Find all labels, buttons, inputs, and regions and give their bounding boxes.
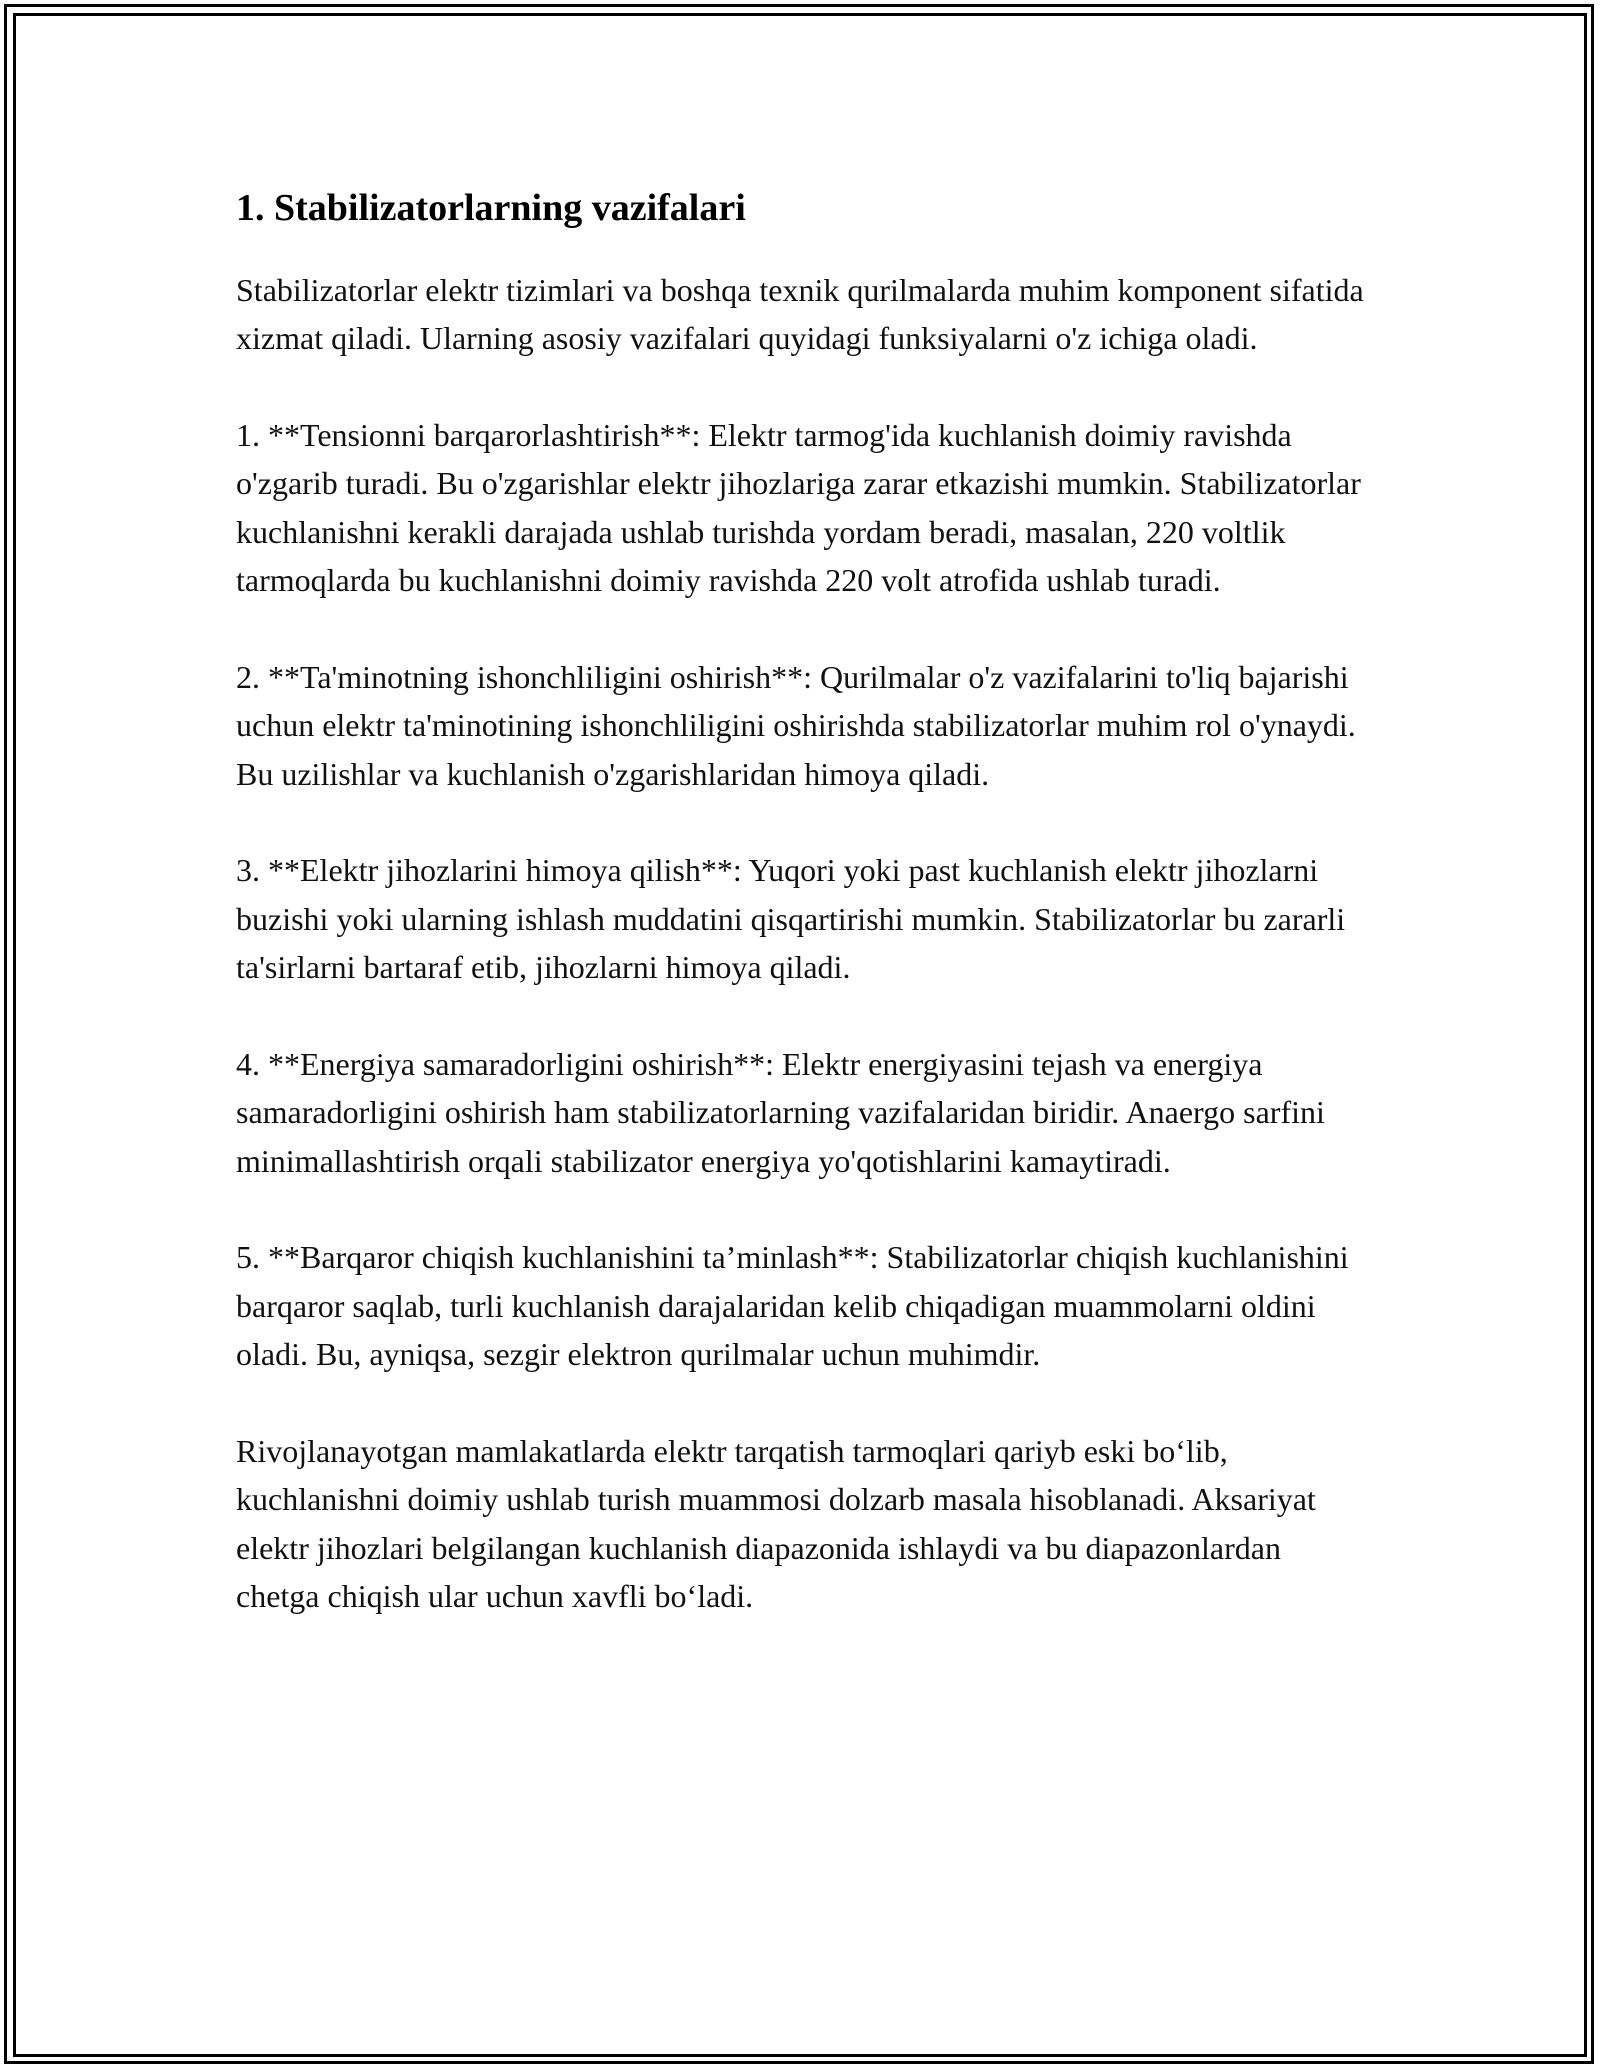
list-item-voltage-stabilization: 1. **Tensionni barqarorlashtirish**: Elektr tarmog'ida kuchlanish doimiy ravishda o'zgarib turadi. Bu o'zgarishlar elektr jihozlariga zarar etkazishi mumkin. Stabilizatorlar kuchlanishni kerakli darajada ushlab turishda yordam beradi, masalan, 220 voltlik tarmoqlarda bu kuchlanishni doimiy ravishda 220 volt atrofida ushlab turadi. — [236, 416, 1361, 599]
page-title: 1. Stabilizatorlarning vazifalari — [236, 187, 746, 229]
list-item-supply-reliability: 2. **Ta'minotning ishonchliligini oshirish**: Qurilmalar o'z vazifalarini to'liq bajarishi uchun elektr ta'minotining ishonchliligini oshirishda stabilizatorlar muhim rol o'ynaydi. Bu uzilishlar va kuchlanish o'zgarishlaridan himoya qiladi. — [236, 658, 1356, 792]
intro-paragraph: Stabilizatorlar elektr tizimlari va boshqa texnik qurilmalarda muhim komponent sifatida xizmat qiladi. Ularning asosiy vazifalari quyidagi funksiyalarni o'z ichiga oladi. — [236, 271, 1364, 357]
closing-paragraph: Rivojlanayotgan mamlakatlarda elektr tarqatish tarmoqlari qariyb eski bo‘lib, kuchlanishni doimiy ushlab turish muammosi dolzarb masala hisoblanadi. Aksariyat elektr jihozlari belgilangan kuchlanish diapazonida ishlaydi va bu diapazonlardan chetga chiqish ular uchun xavfli bo‘ladi. — [236, 1432, 1316, 1615]
list-item-energy-efficiency: 4. **Energiya samaradorligini oshirish**: Elektr energiyasini tejash va energiya samaradorligini oshirish ham stabilizatorlarning vazifalaridan biridir. Anaergo sarfini minimallashtirish orqali stabilizator energiya yo'qotishlarini kamaytiradi. — [236, 1045, 1325, 1179]
list-item-stable-output: 5. **Barqaror chiqish kuchlanishini ta’minlash**: Stabilizatorlar chiqish kuchlanishini barqaror saqlab, turli kuchlanish darajalaridan kelib chiqadigan muammolarni oldini oladi. Bu, ayniqsa, sezgir elektron qurilmalar uchun muhimdir. — [236, 1239, 1349, 1373]
document-page — [236, 186, 1366, 1669]
list-item-equipment-protection: 3. **Elektr jihozlarini himoya qilish**: Yuqori yoki past kuchlanish elektr jihozlarni buzishi yoki ularning ishlash muddatini qisqartirishi mumkin. Stabilizatorlar bu zararli ta'sirlarni bartaraf etib, jihozlarni himoya qiladi. — [236, 852, 1346, 986]
